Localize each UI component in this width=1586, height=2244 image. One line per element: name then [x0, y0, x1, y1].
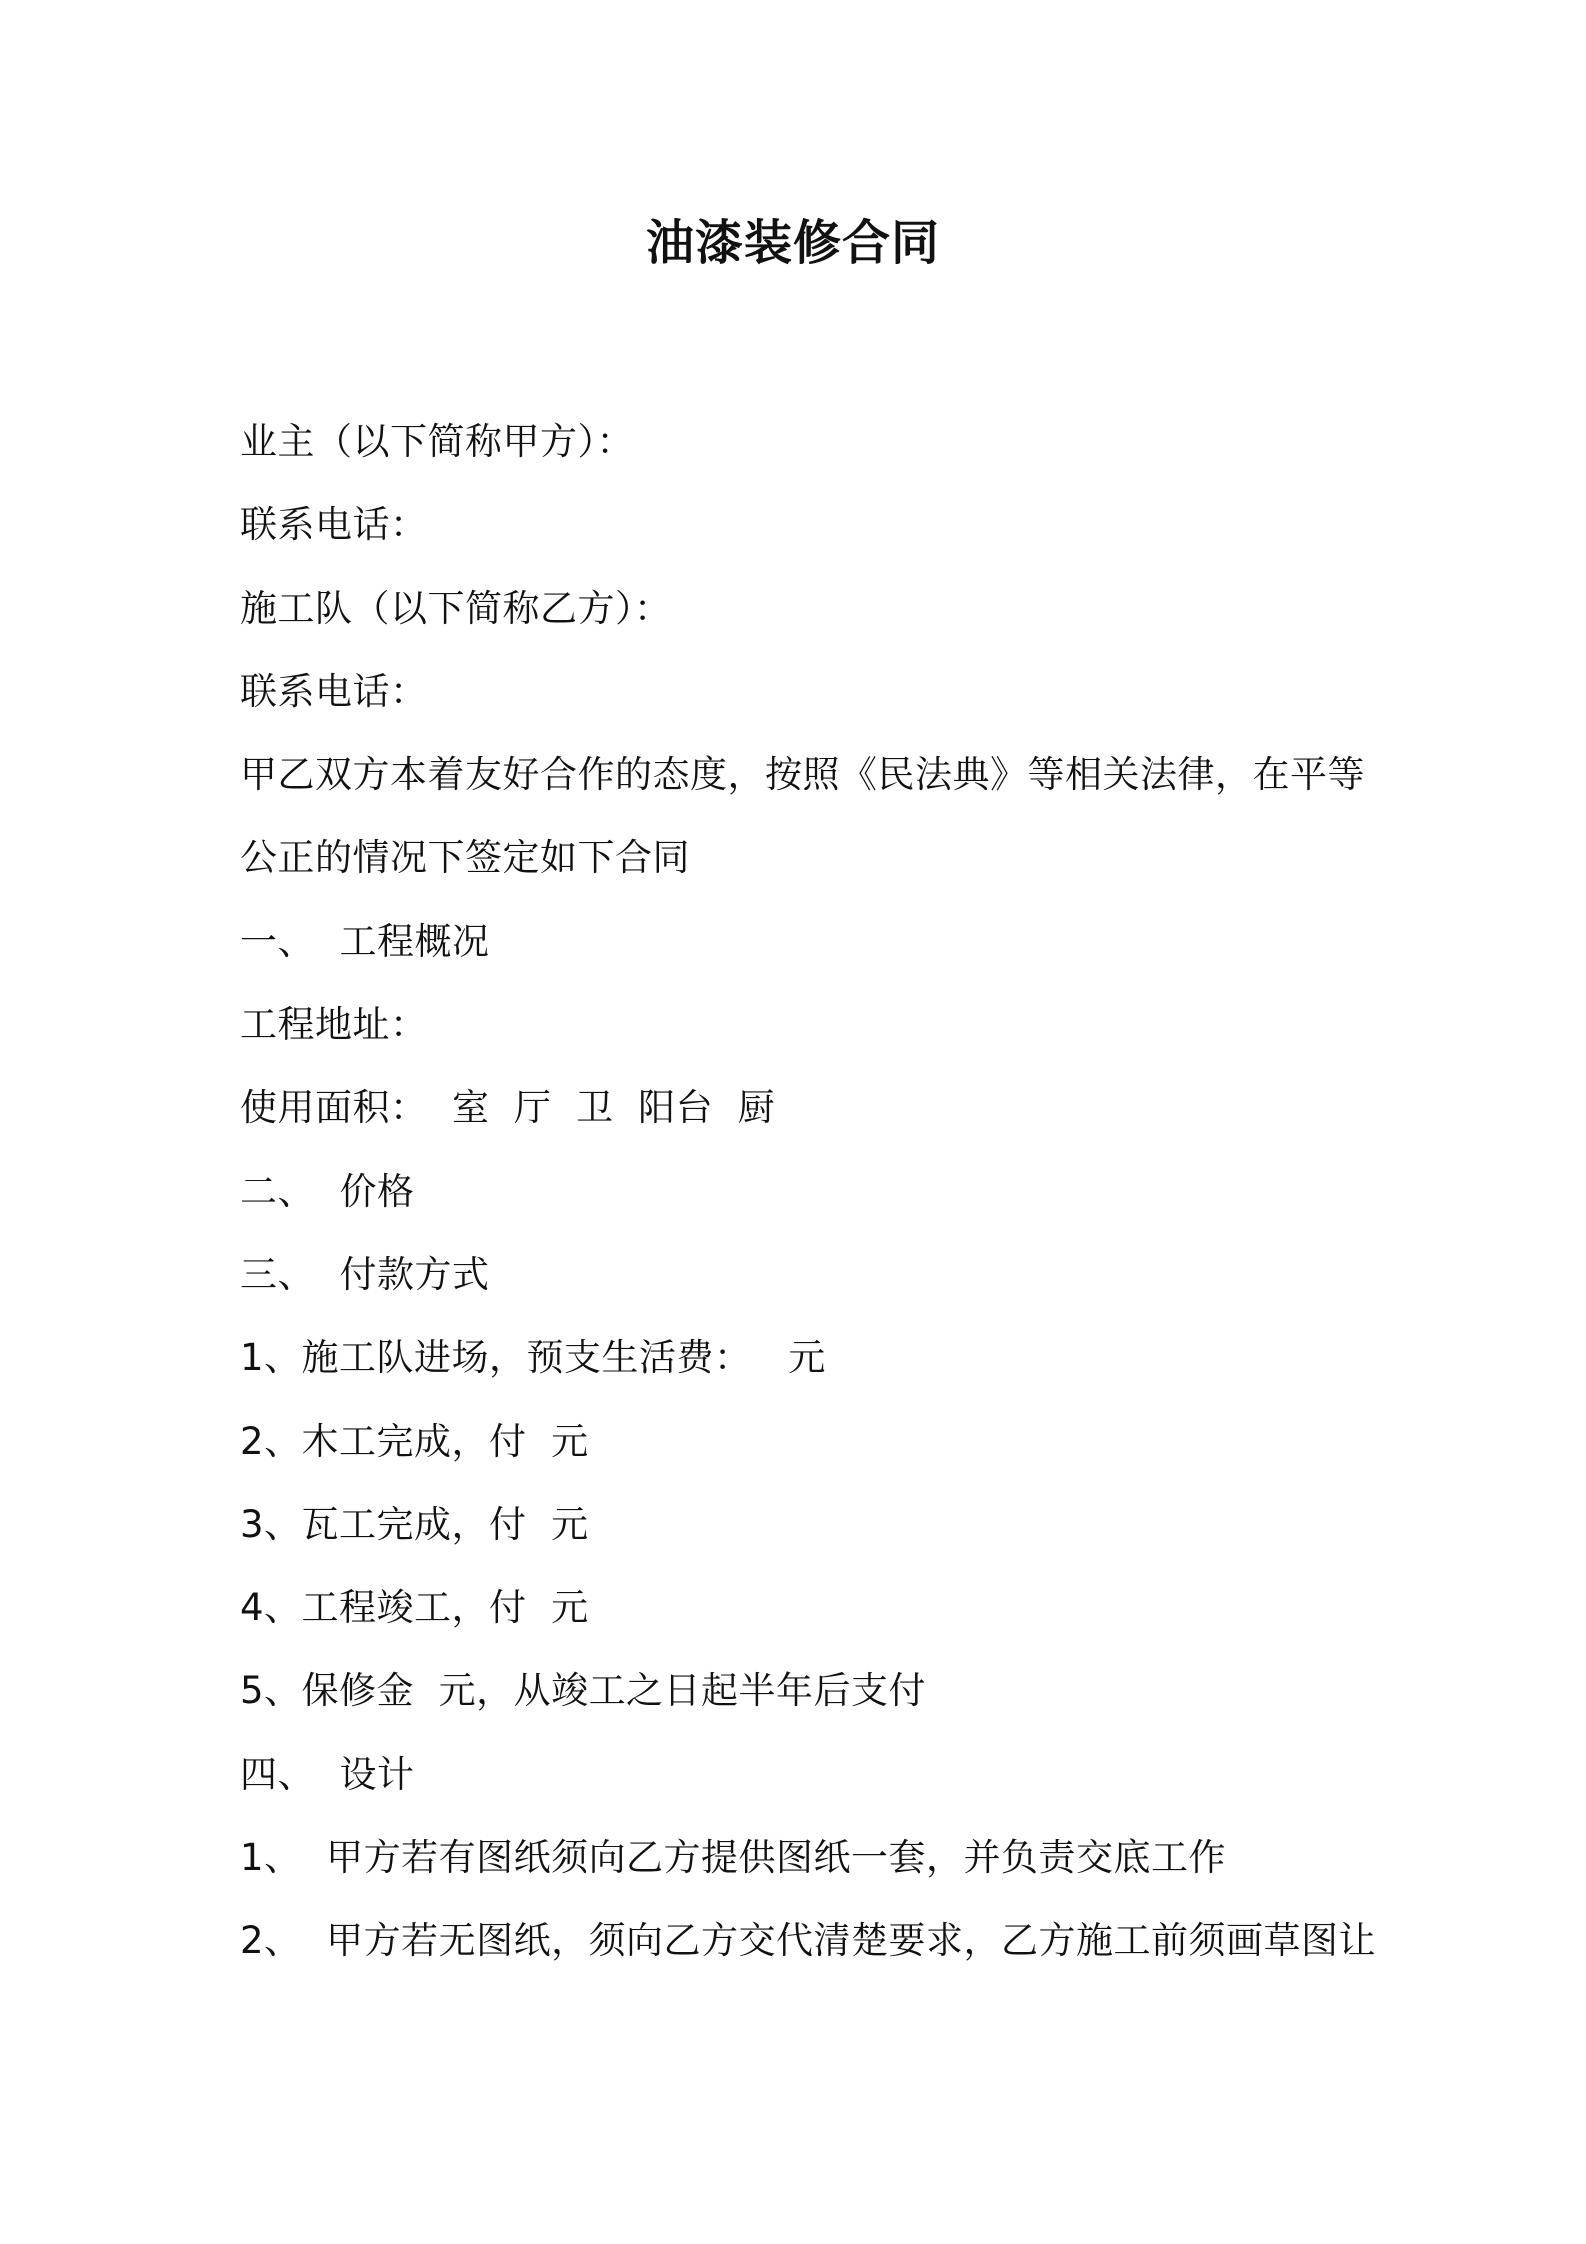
- payment-item-5: 5、保修金 元，从竣工之日起半年后支付: [240, 1669, 927, 1713]
- section-1-heading: 一、 工程概况: [240, 919, 490, 963]
- design-item-1: 1、 甲方若有图纸须向乙方提供图纸一套，并负责交底工作: [240, 1836, 1227, 1880]
- payment-item-3: 3、瓦工完成，付 元: [240, 1502, 589, 1546]
- owner-phone-line: 联系电话：: [240, 503, 428, 547]
- payment-item-2: 2、木工完成，付 元: [240, 1419, 589, 1463]
- preamble-line-2: 公正的情况下签定如下合同: [240, 836, 690, 880]
- payment-item-4: 4、工程竣工，付 元: [240, 1586, 589, 1630]
- owner-line: 业主（以下简称甲方）：: [240, 420, 634, 463]
- payment-item-1: 1、施工队进场，预支生活费： 元: [240, 1336, 826, 1380]
- contractor-line: 施工队（以下简称乙方）：: [240, 586, 672, 630]
- section-3-heading: 三、 付款方式: [240, 1252, 490, 1296]
- section-2-heading: 二、 价格: [240, 1169, 415, 1213]
- document-title: 油漆装修合同: [645, 215, 940, 271]
- usable-area-line: 使用面积： 室 厅 卫 阳台 厨: [240, 1086, 776, 1130]
- section-4-heading: 四、 设计: [240, 1752, 415, 1796]
- design-item-2: 2、 甲方若无图纸，须向乙方交代清楚要求，乙方施工前须画草图让: [240, 1919, 1377, 1963]
- preamble-line-1: 甲乙双方本着友好合作的态度，按照《民法典》等相关法律，在平等: [240, 753, 1365, 797]
- document-body: [240, 400, 1380, 1983]
- project-address-line: 工程地址：: [240, 1003, 428, 1047]
- contractor-phone-line: 联系电话：: [240, 669, 428, 713]
